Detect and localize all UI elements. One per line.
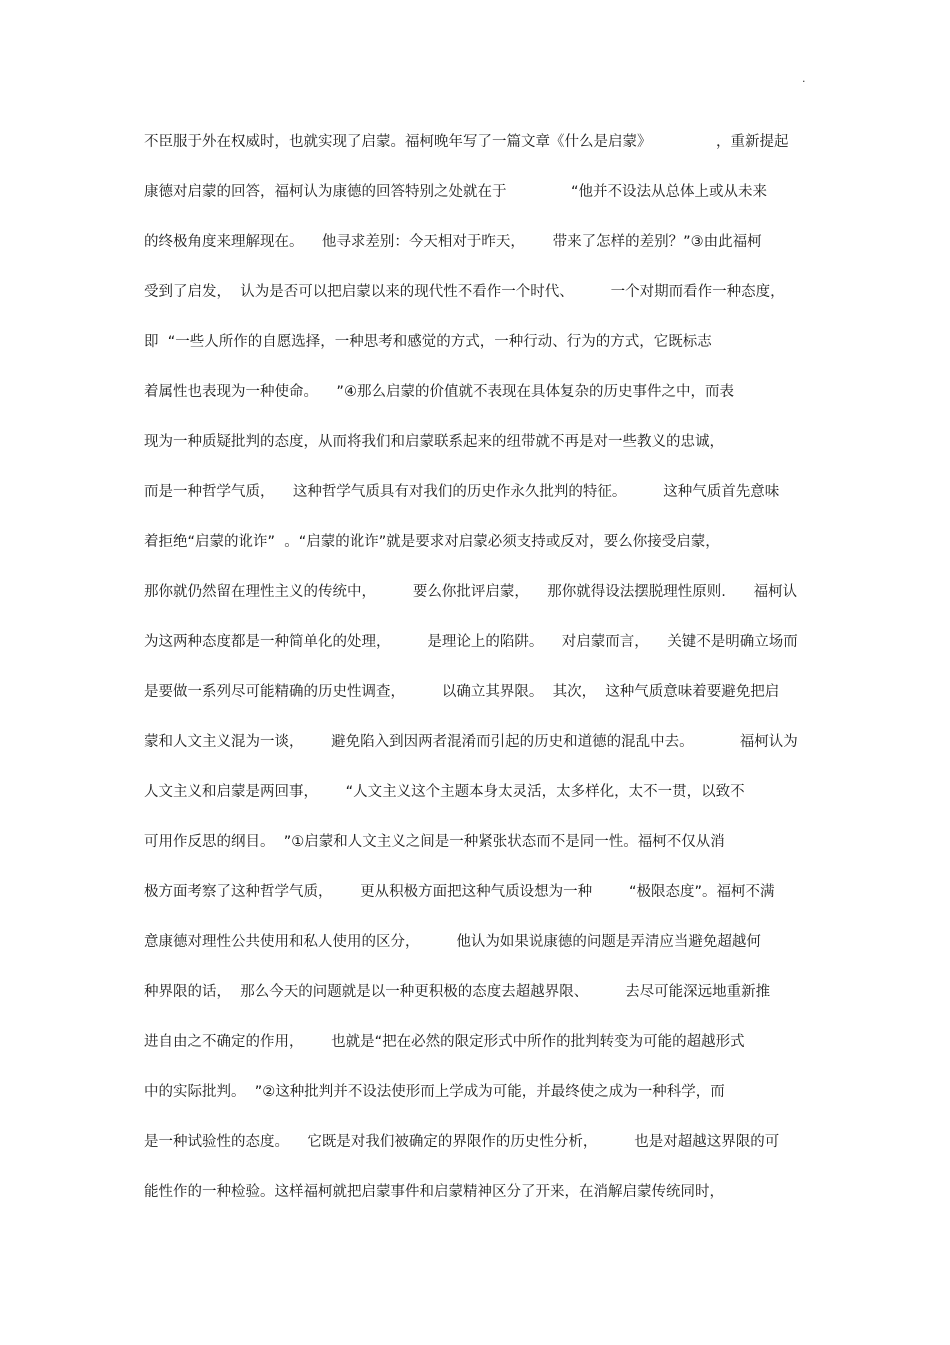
text-line: 不臣服于外在权威时，也就实现了启蒙。福柯晚年写了一篇文章《什么是启蒙》 ，重新提起 <box>144 134 789 150</box>
text-line: 着属性也表现为一种使命。 ”④那么启蒙的价值就不表现在具体复杂的历史事件之中，而表 <box>144 384 734 400</box>
text-line: 进自由之不确定的作用， 也就是“把在必然的限定形式中所作的批判转变为可能的超越形式 <box>144 1034 745 1050</box>
page-corner-mark: . <box>802 72 806 85</box>
text-line: 康德对启蒙的回答，福柯认为康德的回答特别之处就在于 “他并不设法从总体上或从未来 <box>144 184 768 200</box>
text-line: 即 “一些人所作的自愿选择，一种思考和感觉的方式，一种行动、行为的方式，它既标志 <box>144 334 712 350</box>
text-line: 意康德对理性公共使用和私人使用的区分， 他认为如果说康德的问题是弄清应当避免超越何 <box>144 934 761 950</box>
text-line: 人文主义和启蒙是两回事， “人文主义这个主题本身太灵活，太多样化，太不一贯，以致不 <box>144 784 745 800</box>
text-line: 现为一种质疑批判的态度，从而将我们和启蒙联系起来的纽带就不再是对一些教义的忠诚， <box>144 434 724 450</box>
text-line: 蒙和人文主义混为一谈， 避免陷入到因两者混淆而引起的历史和道德的混乱中去。 福柯认为 <box>144 734 798 750</box>
text-line: 中的实际批判。 ”②这种批判并不设法使形而上学成为可能，并最终使之成为一种科学，而 <box>144 1084 725 1100</box>
text-line: 为这两种态度都是一种简单化的处理， 是理论上的陷阱。 对启蒙而言， 关键不是明确立场而 <box>144 634 798 650</box>
text-line: 是要做一系列尽可能精确的历史性调查， 以确立其界限。 其次， 这种气质意味着要避免把启 <box>144 684 780 700</box>
text-line: 极方面考察了这种哲学气质， 更从积极方面把这种气质设想为一种 “极限态度”。福柯不满 <box>144 884 775 900</box>
text-line: 能性作的一种检验。这样福柯就把启蒙事件和启蒙精神区分了开来，在消解启蒙传统同时， <box>144 1184 724 1200</box>
text-line: 可用作反思的纲目。 ”①启蒙和人文主义之间是一种紧张状态而不是同一性。福柯不仅从消 <box>144 834 725 850</box>
text-line: 那你就仍然留在理性主义的传统中， 要么你批评启蒙， 那你就得设法摆脱理性原则. 福柯认 <box>144 584 798 600</box>
text-line: 种界限的话， 那么今天的问题就是以一种更积极的态度去超越界限、 去尽可能深远地重新推 <box>144 984 771 1000</box>
text-line: 受到了启发， 认为是否可以把启蒙以来的现代性不看作一个时代、 一个对期而看作一种态度， <box>144 284 785 300</box>
text-line: 是一种试验性的态度。 它既是对我们被确定的界限作的历史性分析， 也是对超越这界限的可 <box>144 1134 780 1150</box>
body-text <box>144 128 814 1228</box>
text-line: 着拒绝“启蒙的讹诈” 。“启蒙的讹诈”就是要求对启蒙必须支持或反对，要么你接受启蒙， <box>144 534 720 550</box>
text-line: 而是一种哲学气质， 这种哲学气质具有对我们的历史作永久批判的特征。 这种气质首先意味 <box>144 484 780 500</box>
text-line: 的终极角度来理解现在。 他寻求差别：今天相对于昨天， 带来了怎样的差别？”③由此福柯 <box>144 234 762 250</box>
